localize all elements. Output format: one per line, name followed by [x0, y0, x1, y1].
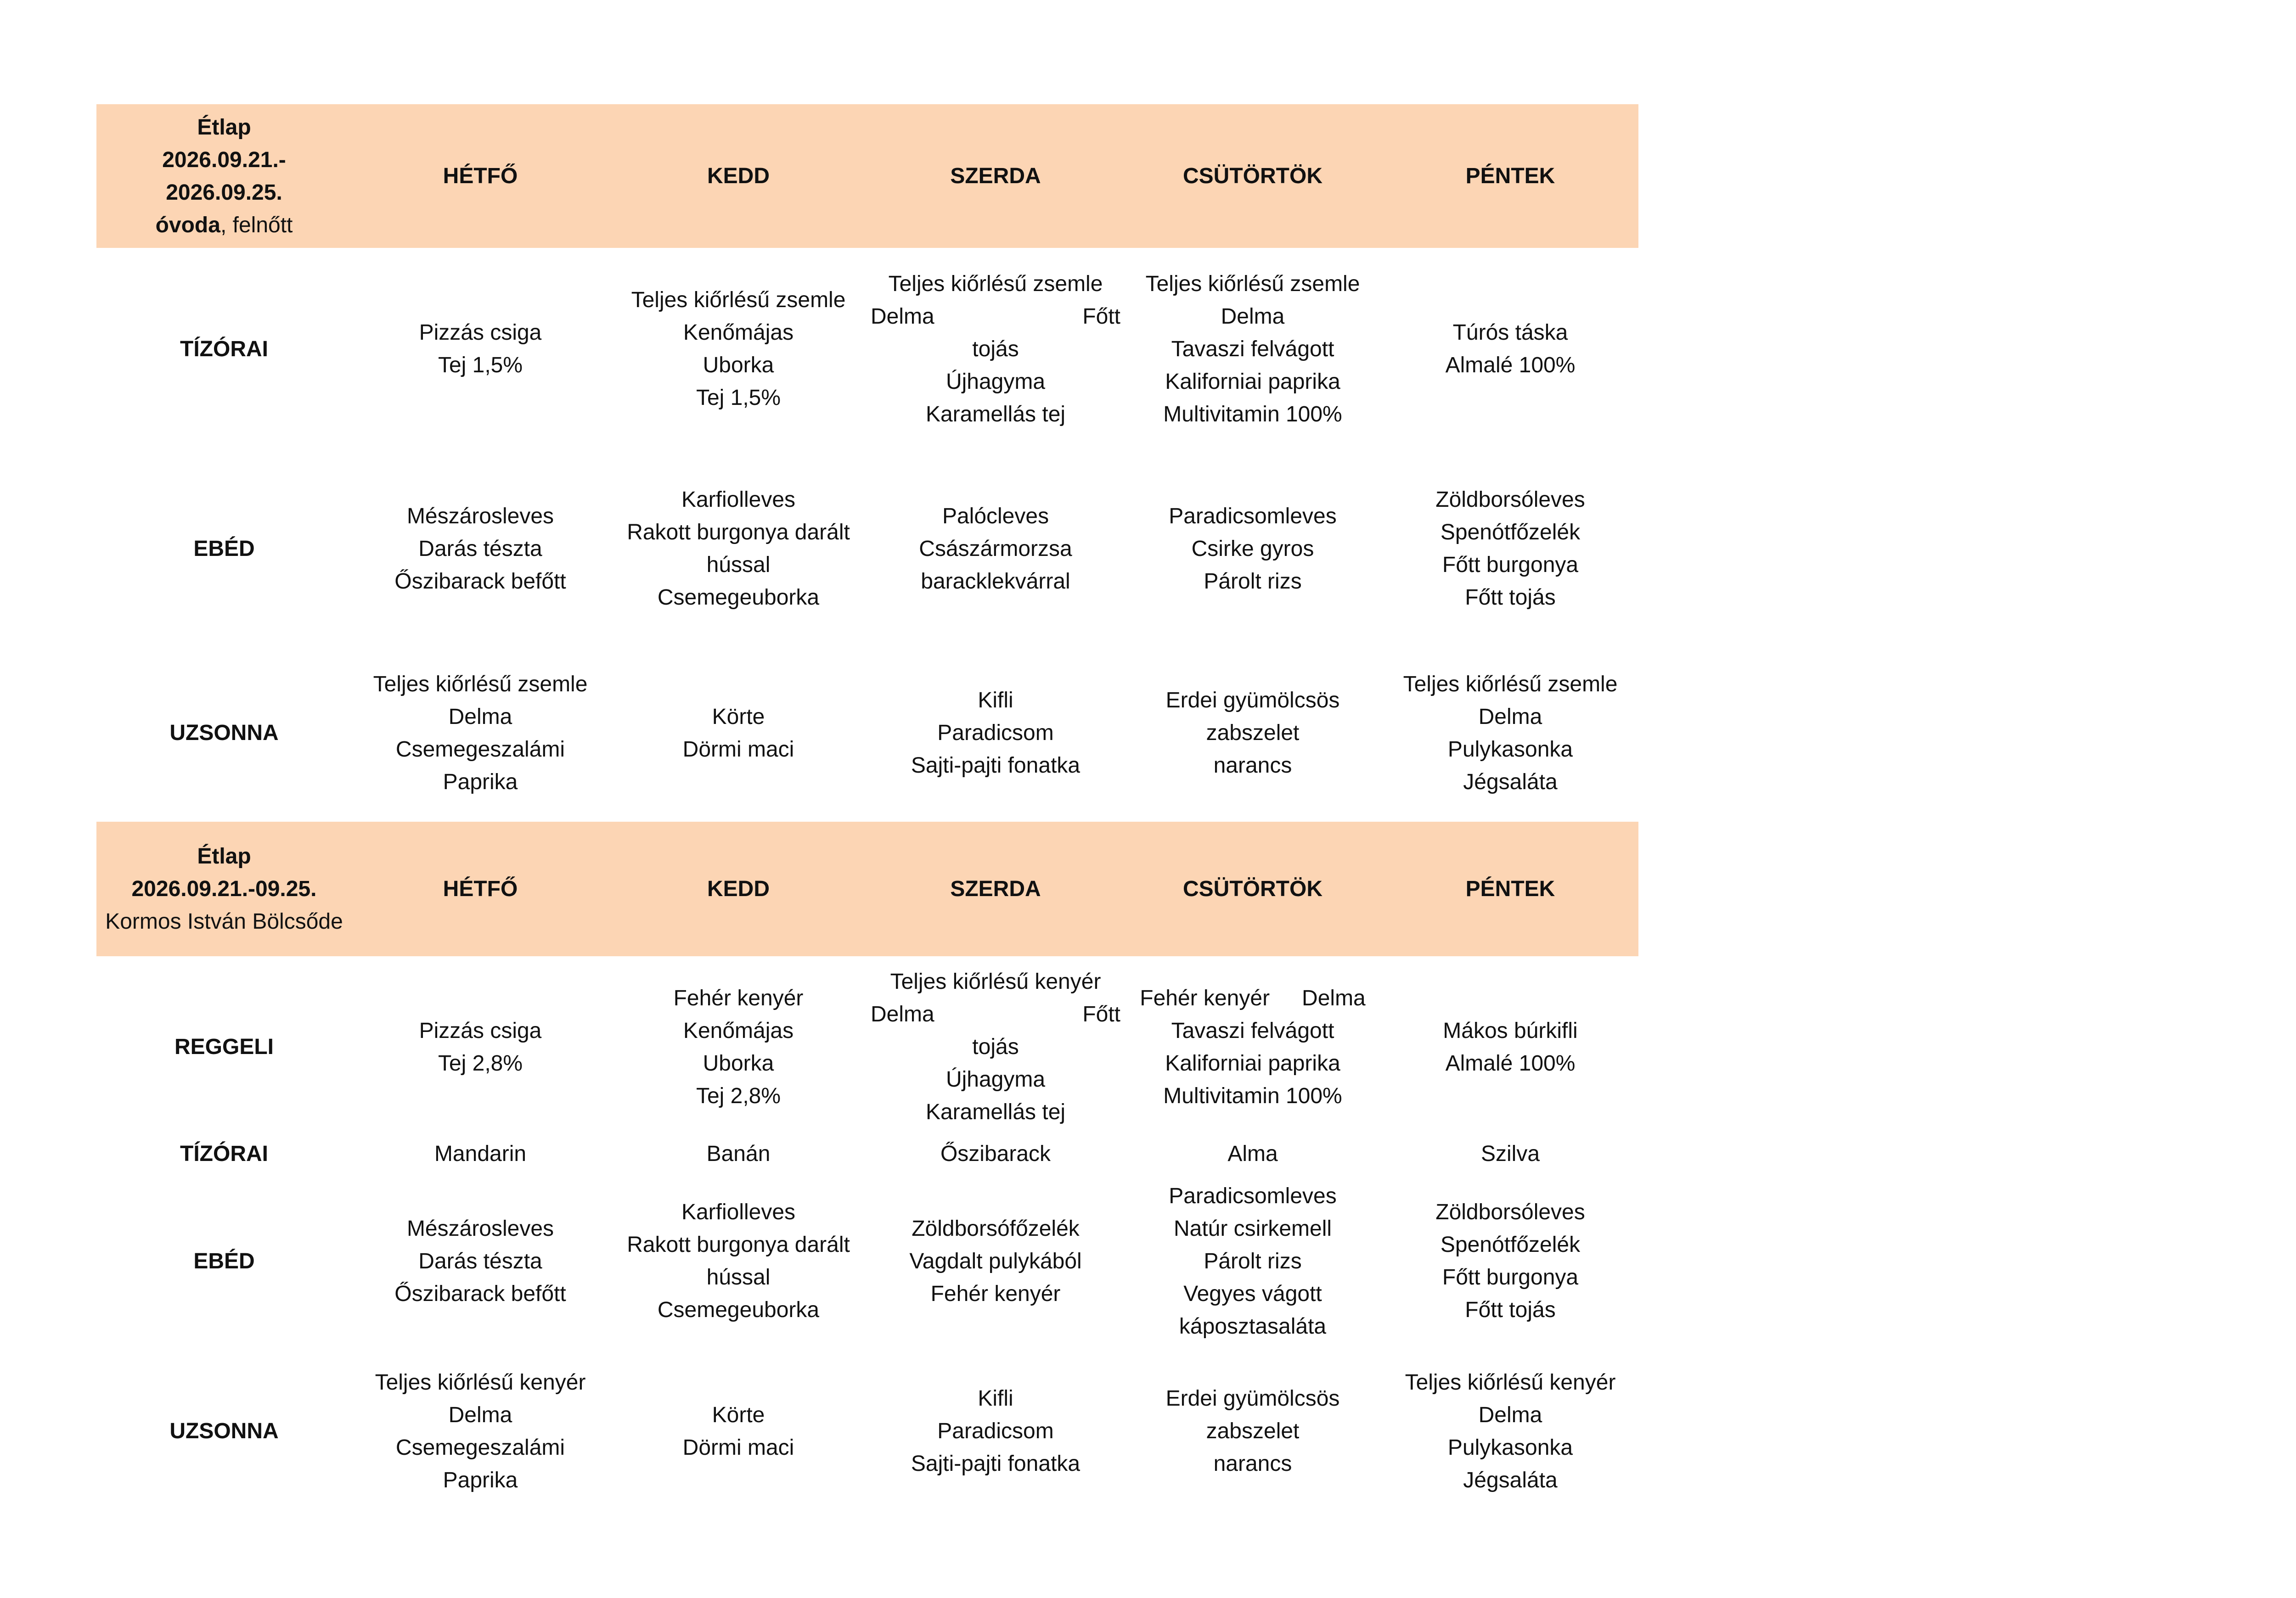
menu-cell-monday	[352, 248, 609, 450]
food-item: Paradicsom	[937, 721, 1054, 745]
food-item: Főtt	[1082, 304, 1120, 329]
food-item: Teljes kiőrlésű kenyér	[375, 1370, 586, 1395]
menu-cell-monday	[352, 956, 609, 1138]
food-item: Kaliforniai paprika	[1165, 369, 1340, 394]
food-item: Kifli	[978, 1386, 1013, 1411]
food-item: Csemegeszalámi	[395, 737, 565, 762]
menu-cell-friday	[1382, 1170, 1638, 1352]
menu-cell-tuesday	[609, 956, 868, 1138]
food-item: zabszelet	[1206, 721, 1300, 745]
food-item: Pizzás csiga	[419, 1018, 542, 1043]
meal-label: UZSONNA	[169, 721, 279, 745]
food-item: Körte	[712, 1402, 765, 1427]
food-item: Uborka	[703, 1051, 774, 1076]
food-item: Újhagyma	[945, 369, 1046, 394]
food-item: Multivitamin 100%	[1163, 1083, 1342, 1108]
food-item: Őszibarack befőtt	[394, 569, 566, 594]
menu-cell-monday	[352, 647, 609, 819]
header-row	[96, 822, 1638, 956]
food-item: Pulykasonka	[1447, 737, 1573, 762]
food-item: Párolt rizs	[1204, 569, 1302, 594]
food-item: Alma	[1227, 1142, 1278, 1166]
meal-label: UZSONNA	[169, 1419, 279, 1443]
menu-cell-thursday	[1123, 450, 1382, 647]
food-item: Újhagyma	[945, 1067, 1046, 1092]
food-item: Banán	[706, 1142, 771, 1166]
food-item: tojás	[972, 336, 1019, 361]
menu-cell-thursday	[1123, 1352, 1382, 1510]
menu-cell-wednesday	[868, 248, 1123, 450]
food-item: Jégsaláta	[1463, 1468, 1558, 1492]
food-item: Főtt	[1082, 1002, 1120, 1026]
food-item: Mandarin	[434, 1142, 527, 1166]
day-header-monday: HÉTFŐ	[443, 164, 518, 188]
food-item: Erdei gyümölcsös	[1165, 1386, 1340, 1411]
food-item: hússal	[706, 553, 771, 577]
menu-cell-monday	[352, 1170, 609, 1352]
food-item: Spenótfőzelék	[1440, 1233, 1581, 1257]
menu-cell-monday	[352, 1138, 609, 1170]
food-item: Vegyes vágott	[1183, 1281, 1322, 1306]
menu-cell-thursday	[1123, 1138, 1382, 1170]
food-item: tojás	[972, 1035, 1019, 1059]
food-item: Paprika	[443, 769, 518, 794]
menu-cell-friday	[1382, 450, 1638, 647]
food-item: narancs	[1213, 753, 1292, 778]
food-item: Pizzás csiga	[419, 320, 542, 345]
food-item: Párolt rizs	[1204, 1249, 1302, 1273]
menu-cell-wednesday	[868, 1352, 1123, 1510]
food-item: Delma	[871, 1002, 934, 1026]
food-item: Zöldborsóleves	[1435, 488, 1585, 512]
food-item: Jégsaláta	[1463, 769, 1558, 794]
food-item: Palócleves	[942, 504, 1049, 528]
menu-cell-wednesday	[868, 450, 1123, 647]
food-item: Túrós táska	[1452, 320, 1568, 345]
food-item: Kaliforniai paprika	[1165, 1051, 1340, 1076]
food-item: Főtt tojás	[1465, 1298, 1556, 1322]
menu-cell-tuesday	[609, 647, 868, 819]
menu-table-ovoda	[96, 104, 1638, 819]
food-item: Kenőmájas	[683, 320, 794, 345]
food-item: Paradicsom	[937, 1419, 1054, 1443]
food-item: Kenőmájas	[683, 1018, 794, 1043]
food-item: Zöldborsóleves	[1435, 1200, 1585, 1224]
day-header-friday: PÉNTEK	[1465, 877, 1555, 901]
food-item: Dörmi maci	[682, 737, 794, 762]
meal-label: TÍZÓRAI	[180, 336, 268, 361]
food-item: Főtt tojás	[1465, 585, 1556, 610]
food-item: Delma	[448, 704, 512, 729]
meal-row-reggeli	[96, 956, 1638, 1138]
menu-cell-wednesday	[868, 1138, 1123, 1170]
food-item: Karfiolleves	[681, 1200, 796, 1224]
menu-date-start: 2026.09.21.-	[162, 147, 286, 172]
menu-cell-thursday	[1123, 956, 1382, 1138]
menu-title-label: Étlap	[197, 844, 251, 869]
food-item: Pulykasonka	[1447, 1435, 1573, 1460]
meal-row-uzsonna	[96, 647, 1638, 819]
food-item: zabszelet	[1206, 1419, 1300, 1443]
food-item: Főtt burgonya	[1442, 553, 1579, 577]
menu-date-end: 2026.09.25.	[166, 180, 282, 205]
food-item: Almalé 100%	[1445, 353, 1576, 377]
menu-audience: Kormos István Bölcsőde	[105, 909, 343, 934]
menu-audience-bold: óvoda	[155, 213, 220, 237]
menu-cell-wednesday	[868, 1170, 1123, 1352]
food-item: hússal	[706, 1265, 771, 1290]
food-item: Tej 1,5%	[438, 353, 523, 377]
food-item: Tej 2,8%	[438, 1051, 523, 1076]
food-item: narancs	[1213, 1452, 1292, 1476]
food-item: Rakott burgonya darált	[627, 1233, 850, 1257]
food-item: Zöldborsófőzelék	[912, 1216, 1080, 1241]
menu-cell-monday	[352, 450, 609, 647]
food-item: Dörmi maci	[682, 1435, 794, 1460]
food-item: Teljes kiőrlésű zsemle	[1403, 672, 1618, 696]
food-item: Darás tészta	[418, 1249, 542, 1273]
food-item: Delma	[448, 1402, 512, 1427]
food-item: Szilva	[1480, 1142, 1540, 1166]
food-item: Körte	[712, 704, 765, 729]
food-item: Paradicsomleves	[1169, 504, 1337, 528]
meal-label: EBÉD	[193, 1249, 255, 1273]
menu-cell-friday	[1382, 956, 1638, 1138]
menu-cell-wednesday	[868, 956, 1123, 1138]
header-row	[96, 104, 1638, 248]
menu-cell-thursday	[1123, 1170, 1382, 1352]
food-item: Teljes kiőrlésű zsemle	[373, 672, 588, 696]
food-item: Őszibarack befőtt	[394, 1281, 566, 1306]
food-item: Sajti-pajti fonatka	[911, 753, 1080, 778]
food-item: Natúr csirkemell	[1173, 1216, 1332, 1241]
menu-cell-tuesday	[609, 1138, 868, 1170]
menu-cell-friday	[1382, 1352, 1638, 1510]
meal-label: REGGELI	[174, 1035, 274, 1059]
food-item: Tej 1,5%	[696, 386, 781, 410]
food-item: Teljes kiőrlésű kenyér	[1405, 1370, 1616, 1395]
food-item: Spenótfőzelék	[1440, 520, 1581, 544]
menu-cell-friday	[1382, 248, 1638, 450]
food-item: Tej 2,8%	[696, 1083, 781, 1108]
menu-cell-thursday	[1123, 647, 1382, 819]
menu-cell-tuesday	[609, 1352, 868, 1510]
food-item: Paradicsomleves	[1169, 1183, 1337, 1208]
food-item: Multivitamin 100%	[1163, 402, 1342, 426]
food-item: Császármorzsa	[919, 536, 1072, 561]
food-item: Mészárosleves	[406, 504, 554, 528]
food-item: Fehér kenyér	[1140, 986, 1270, 1010]
food-item: Teljes kiőrlésű zsemle	[1145, 271, 1360, 296]
food-item: Vagdalt pulykából	[909, 1249, 1082, 1273]
day-header-wednesday: SZERDA	[950, 877, 1041, 901]
food-item: Főtt burgonya	[1442, 1265, 1579, 1290]
menu-cell-wednesday	[868, 647, 1123, 819]
menu-audience	[156, 209, 293, 241]
menu-cell-monday	[352, 1352, 609, 1510]
meal-row-ebed	[96, 1170, 1638, 1352]
food-item: Fehér kenyér	[930, 1281, 1061, 1306]
day-header-tuesday: KEDD	[707, 164, 770, 188]
food-item: káposztasaláta	[1179, 1314, 1327, 1339]
food-item: Mákos búrkifli	[1443, 1018, 1578, 1043]
menu-cell-tuesday	[609, 1170, 868, 1352]
menu-table-bolcsode	[96, 822, 1638, 1510]
food-item: Teljes kiőrlésű zsemle	[888, 271, 1103, 296]
day-header-wednesday: SZERDA	[950, 164, 1041, 188]
menu-title-label: Étlap	[197, 115, 251, 140]
day-header-monday: HÉTFŐ	[443, 877, 518, 901]
food-item: Fehér kenyér	[673, 986, 804, 1010]
menu-cell-thursday	[1123, 248, 1382, 450]
food-item: Karfiolleves	[681, 488, 796, 512]
food-item: Tavaszi felvágott	[1171, 336, 1334, 361]
menu-title	[96, 822, 352, 956]
menu-cell-friday	[1382, 1138, 1638, 1170]
food-item: Karamellás tej	[925, 402, 1066, 426]
food-item-wrapped	[1140, 982, 1366, 1015]
food-item-wrapped	[871, 998, 1120, 1031]
meal-label: TÍZÓRAI	[180, 1142, 268, 1166]
food-item: Csemegeuborka	[657, 585, 820, 610]
food-item: Őszibarack	[940, 1142, 1051, 1166]
food-item: Csirke gyros	[1191, 536, 1314, 561]
meal-label: EBÉD	[193, 536, 255, 561]
food-item: Uborka	[703, 353, 774, 377]
food-item: Delma	[1478, 1402, 1542, 1427]
food-item: Erdei gyümölcsös	[1165, 688, 1340, 712]
meal-row-tizorai	[96, 248, 1638, 450]
food-item: Teljes kiőrlésű zsemle	[631, 288, 846, 312]
food-item: Almalé 100%	[1445, 1051, 1576, 1076]
menu-date-range: 2026.09.21.-09.25.	[131, 877, 317, 901]
food-item: Delma	[871, 304, 934, 329]
food-item: Delma	[1302, 986, 1366, 1010]
food-item: Paprika	[443, 1468, 518, 1492]
food-item: Darás tészta	[418, 536, 542, 561]
food-item: Sajti-pajti fonatka	[911, 1452, 1080, 1476]
food-item: Karamellás tej	[925, 1100, 1066, 1124]
food-item: Csemegeuborka	[657, 1298, 820, 1322]
menu-title	[96, 104, 352, 248]
meal-row-tizorai	[96, 1138, 1638, 1170]
day-header-tuesday: KEDD	[707, 877, 770, 901]
food-item: Kifli	[978, 688, 1013, 712]
food-item: Delma	[1221, 304, 1285, 329]
food-item: Mészárosleves	[406, 1216, 554, 1241]
day-header-thursday: CSÜTÖRTÖK	[1183, 164, 1322, 188]
meal-row-ebed	[96, 450, 1638, 647]
food-item: Teljes kiőrlésű kenyér	[890, 970, 1101, 994]
meal-row-uzsonna	[96, 1352, 1638, 1510]
menu-audience-rest: , felnőtt	[220, 213, 293, 237]
food-item: Tavaszi felvágott	[1171, 1018, 1334, 1043]
day-header-friday: PÉNTEK	[1465, 164, 1555, 188]
food-item: Csemegeszalámi	[395, 1435, 565, 1460]
food-item: Delma	[1478, 704, 1542, 729]
food-item-wrapped	[871, 300, 1120, 333]
menu-cell-friday	[1382, 647, 1638, 819]
food-item: Rakott burgonya darált	[627, 520, 850, 544]
menu-cell-tuesday	[609, 248, 868, 450]
menu-cell-tuesday	[609, 450, 868, 647]
day-header-thursday: CSÜTÖRTÖK	[1183, 877, 1322, 901]
food-item: baracklekvárral	[921, 569, 1070, 594]
